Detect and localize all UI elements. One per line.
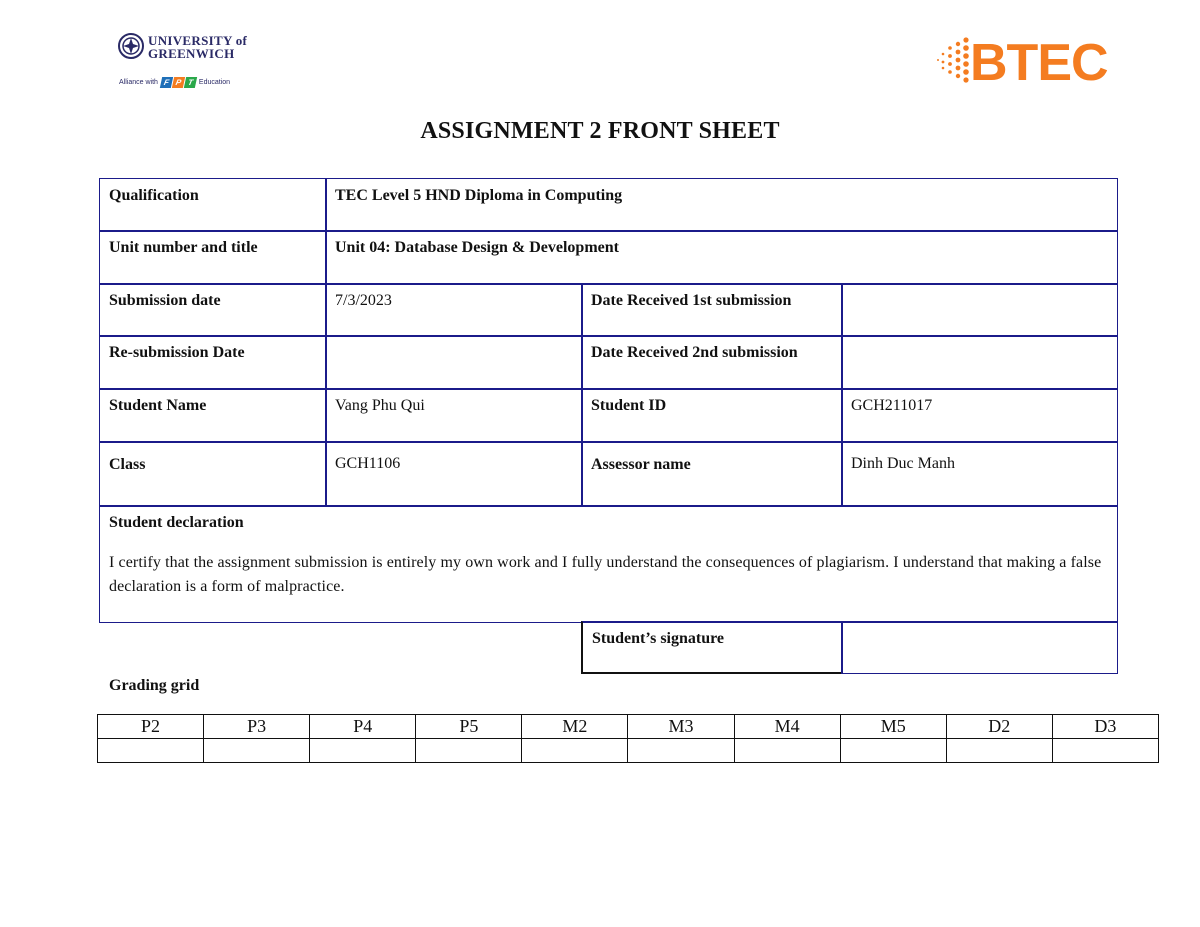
student-id-value: GCH211017 — [841, 388, 1118, 443]
alliance-text: Alliance with — [119, 79, 158, 86]
grade-header: M3 — [628, 715, 734, 739]
btec-dots-icon — [936, 36, 972, 88]
university-name — [148, 34, 247, 60]
grade-cell — [734, 739, 840, 763]
grade-header: P3 — [204, 715, 310, 739]
grade-cell — [840, 739, 946, 763]
student-id-label: Student ID — [581, 388, 843, 443]
grade-header: M2 — [522, 715, 628, 739]
university-crest-icon — [118, 33, 144, 59]
signature-value — [841, 621, 1118, 674]
grade-header: P4 — [310, 715, 416, 739]
student-name-value: Vang Phu Qui — [325, 388, 583, 443]
grade-cell — [628, 739, 734, 763]
grade-cell — [310, 739, 416, 763]
grade-header: M4 — [734, 715, 840, 739]
qualification-label: Qualification — [99, 178, 327, 232]
education-text: Education — [198, 79, 231, 86]
alliance-line — [119, 77, 230, 88]
class-label: Class — [99, 441, 327, 507]
btec-logo — [936, 32, 1122, 94]
grade-header: D3 — [1052, 715, 1158, 739]
date-received-2-label: Date Received 2nd submission — [581, 335, 843, 390]
student-declaration — [99, 505, 1118, 623]
grade-header: P5 — [416, 715, 522, 739]
fpt-letter-p: P — [172, 77, 185, 88]
submission-date-label: Submission date — [99, 283, 327, 337]
grade-cell — [1052, 739, 1158, 763]
grade-header: P2 — [98, 715, 204, 739]
grading-header-row — [98, 715, 1159, 739]
front-sheet-table — [99, 178, 1118, 674]
fpt-letter-f: F — [160, 77, 173, 88]
university-of-greenwich-logo — [118, 33, 248, 93]
fpt-letter-t: T — [184, 77, 197, 88]
university-name-line1: UNIVERSITY of — [148, 33, 248, 48]
unit-value: Unit 04: Database Design & Development — [325, 230, 1118, 285]
unit-label: Unit number and title — [99, 230, 327, 285]
grade-cell — [946, 739, 1052, 763]
date-received-1-label: Date Received 1st submission — [581, 283, 843, 337]
date-received-1-value — [841, 283, 1118, 337]
resubmission-label: Re-submission Date — [99, 335, 327, 390]
declaration-text: I certify that the assignment submission is entirely my own work and I fully understand the consequences of plagiarism. I understand that making a false declaration is a form of malpractice. — [109, 554, 1102, 595]
btec-wordmark: BTEC — [970, 34, 1108, 92]
class-value: GCH1106 — [325, 441, 583, 507]
fpt-logo — [161, 77, 196, 88]
grade-cell — [98, 739, 204, 763]
grade-header: M5 — [840, 715, 946, 739]
qualification-value: TEC Level 5 HND Diploma in Computing — [325, 178, 1118, 232]
signature-label: Student’s signature — [581, 621, 843, 674]
grading-grid — [97, 714, 1159, 763]
grade-cell — [522, 739, 628, 763]
grade-header: D2 — [946, 715, 1052, 739]
grading-value-row — [98, 739, 1159, 763]
grading-grid-label: Grading grid — [109, 677, 200, 694]
date-received-2-value — [841, 335, 1118, 390]
university-name-line2: GREENWICH — [148, 46, 235, 61]
grade-cell — [204, 739, 310, 763]
assessor-value: Dinh Duc Manh — [841, 441, 1118, 507]
resubmission-value — [325, 335, 583, 390]
document-title: ASSIGNMENT 2 FRONT SHEET — [420, 118, 780, 144]
submission-date-value: 7/3/2023 — [325, 283, 583, 337]
assessor-label: Assessor name — [581, 441, 843, 507]
grade-cell — [416, 739, 522, 763]
student-name-label: Student Name — [99, 388, 327, 443]
declaration-heading: Student declaration — [109, 514, 244, 531]
